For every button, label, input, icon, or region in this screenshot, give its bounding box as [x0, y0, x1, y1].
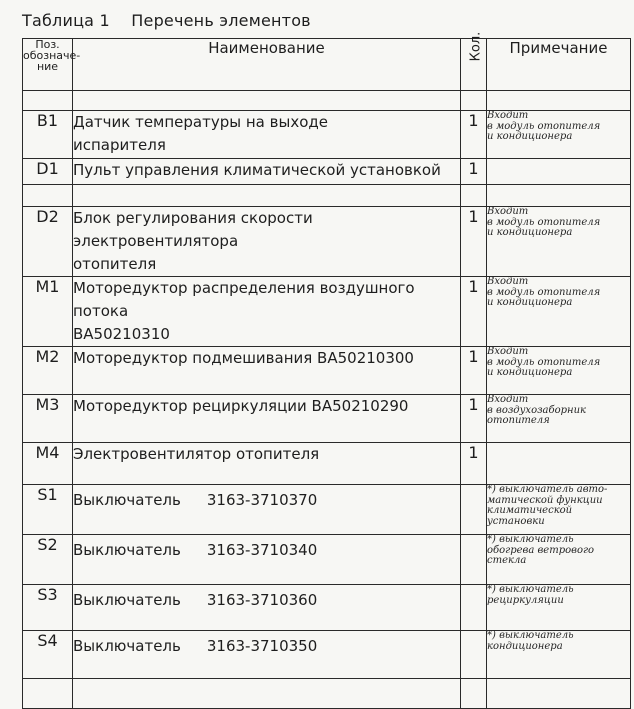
part-number: 3163-3710360	[206, 591, 318, 609]
row-quantity	[461, 535, 487, 585]
row-position: M1	[23, 277, 73, 347]
table-row	[23, 585, 631, 631]
row-name	[73, 585, 461, 631]
note-line: кондиционера	[487, 640, 563, 652]
table-row	[23, 347, 631, 395]
note-line: и кондиционера	[487, 297, 573, 308]
name-line: Моторедуктор рециркуляции ВА50210290	[73, 397, 409, 415]
name-line: Моторедуктор подмешивания ВА50210300	[73, 349, 414, 367]
row-quantity	[461, 91, 487, 111]
note-line: отопителя	[487, 415, 550, 426]
note-line: Входит	[487, 110, 529, 121]
switch-label: Выключатель	[73, 591, 181, 609]
table-row	[23, 159, 631, 185]
row-quantity	[461, 485, 487, 535]
row-name	[73, 277, 461, 347]
header-row	[23, 39, 631, 91]
switch-label: Выключатель	[73, 541, 181, 559]
note-line: установки	[487, 515, 545, 527]
row-note	[487, 443, 631, 485]
row-note	[487, 631, 631, 679]
name-line: отопителя	[73, 255, 157, 273]
row-quantity	[461, 185, 487, 207]
row-note	[487, 159, 631, 185]
row-quantity: 1	[461, 111, 487, 159]
row-position: M2	[23, 347, 73, 395]
row-name	[73, 207, 461, 277]
note-line: Входит	[487, 346, 529, 357]
row-note	[487, 277, 631, 347]
row-quantity	[461, 679, 487, 709]
row-name	[73, 631, 461, 679]
part-number: 3163-3710370	[206, 491, 318, 509]
row-quantity: 1	[461, 277, 487, 347]
table-row	[23, 207, 631, 277]
row-position: S2	[23, 535, 73, 585]
row-position	[23, 679, 73, 709]
row-note	[487, 535, 631, 585]
name-line: Датчик температуры на выходе	[73, 113, 328, 131]
name-line: Пульт управления климатической установкой	[73, 161, 441, 179]
row-name	[73, 395, 461, 443]
row-position	[23, 91, 73, 111]
note-line: *) выключатель	[487, 630, 574, 641]
note-line: в воздухозаборник	[487, 404, 587, 416]
table-row	[23, 277, 631, 347]
table-row	[23, 395, 631, 443]
row-position: B1	[23, 111, 73, 159]
row-name	[73, 347, 461, 395]
name-line: Электровентилятор отопителя	[73, 445, 320, 463]
row-name	[73, 485, 461, 535]
row-note	[487, 207, 631, 277]
row-position: M4	[23, 443, 73, 485]
header-note: Примечание	[487, 39, 631, 91]
note-line: Входит	[487, 206, 529, 217]
note-line: в модуль отопителя	[487, 286, 601, 298]
row-position: S1	[23, 485, 73, 535]
row-name	[73, 535, 461, 585]
element-list-table	[22, 31, 631, 709]
row-position: M3	[23, 395, 73, 443]
row-quantity	[461, 585, 487, 631]
switch-label: Выключатель	[73, 491, 181, 509]
row-note	[487, 679, 631, 709]
note-line: *) выключатель авто-	[487, 484, 608, 495]
row-note	[487, 111, 631, 159]
row-note	[487, 585, 631, 631]
row-position: D1	[23, 159, 73, 185]
row-name	[73, 185, 461, 207]
part-number: 3163-3710340	[206, 541, 318, 559]
note-line: климатической	[487, 505, 573, 516]
row-quantity: 1	[461, 347, 487, 395]
row-name	[73, 159, 461, 185]
table-title: Перечень элементов	[131, 11, 311, 30]
table-row	[23, 485, 631, 535]
row-position: S3	[23, 585, 73, 631]
row-quantity: 1	[461, 159, 487, 185]
row-quantity: 1	[461, 207, 487, 277]
note-line: матической функции	[487, 494, 603, 506]
note-line: обогрева ветрового	[487, 544, 595, 556]
name-line: Моторедуктор распределения воздушного потока	[73, 279, 415, 320]
row-name	[73, 111, 461, 159]
name-line: Блок регулирования скорости электровентилятора	[73, 209, 313, 250]
name-line: испарителя	[73, 136, 166, 154]
note-line: в модуль отопителя	[487, 120, 601, 132]
note-line: в модуль отопителя	[487, 216, 601, 228]
row-position: S4	[23, 631, 73, 679]
row-name	[73, 91, 461, 111]
note-line: Входит	[487, 394, 529, 405]
row-note	[487, 185, 631, 207]
row-position: D2	[23, 207, 73, 277]
row-position	[23, 185, 73, 207]
table-row	[23, 535, 631, 585]
table-number: Таблица 1	[22, 11, 110, 30]
table-caption	[22, 11, 311, 30]
note-line: стекла	[487, 555, 527, 566]
row-quantity	[461, 631, 487, 679]
note-line: Входит	[487, 276, 529, 287]
note-line: и кондиционера	[487, 131, 573, 142]
table-row	[23, 679, 631, 709]
name-line: ВА50210310	[73, 325, 170, 343]
row-quantity: 1	[461, 443, 487, 485]
part-number: 3163-3710350	[206, 637, 318, 655]
table-row	[23, 443, 631, 485]
header-name: Наименование	[73, 39, 461, 91]
row-note	[487, 91, 631, 111]
note-line: и кондиционера	[487, 227, 573, 238]
table-row	[23, 91, 631, 111]
row-quantity: 1	[461, 395, 487, 443]
row-note	[487, 395, 631, 443]
note-line: и кондиционера	[487, 367, 573, 378]
header-quantity: Кол.	[461, 39, 487, 91]
row-name	[73, 443, 461, 485]
table-row	[23, 631, 631, 679]
note-line: рециркуляции	[487, 594, 564, 606]
header-position: Поз. обозначе- ние	[23, 39, 73, 91]
note-line: в модуль отопителя	[487, 356, 601, 368]
row-note	[487, 485, 631, 535]
table-row	[23, 111, 631, 159]
note-line: *) выключатель	[487, 584, 574, 595]
note-line: *) выключатель	[487, 534, 574, 545]
row-note	[487, 347, 631, 395]
switch-label: Выключатель	[73, 637, 181, 655]
row-name	[73, 679, 461, 709]
table-row	[23, 185, 631, 207]
